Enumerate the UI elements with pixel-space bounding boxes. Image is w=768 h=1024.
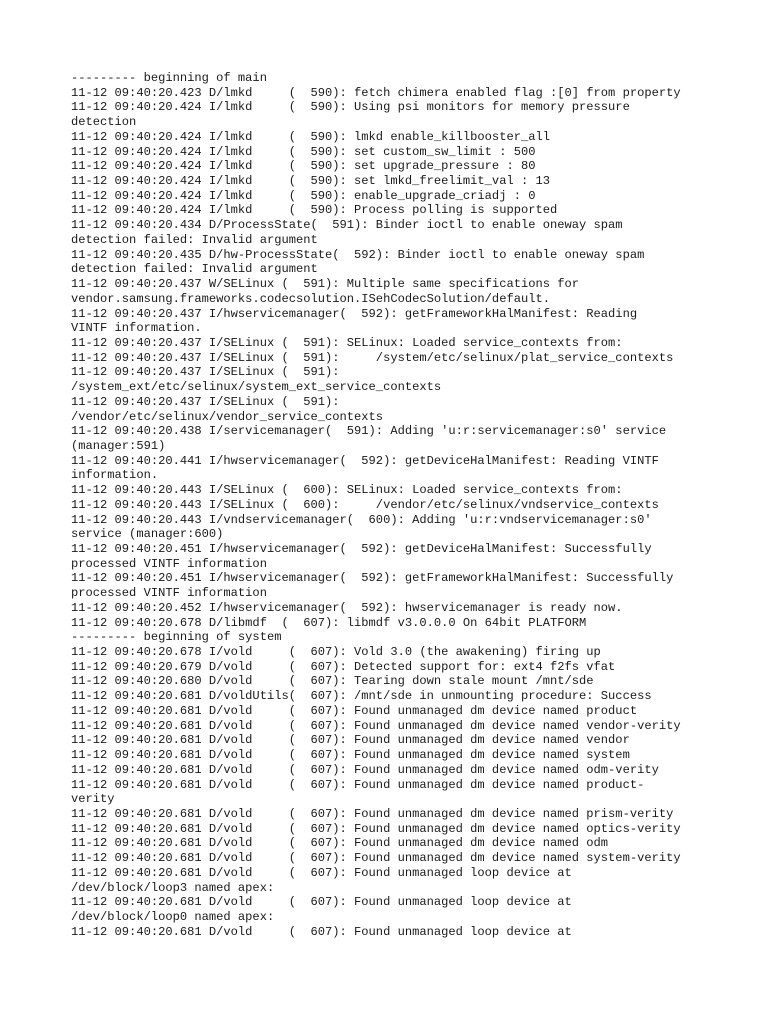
log-line: /dev/block/loop3 named apex: (71, 880, 275, 895)
log-line: 11-12 09:40:20.437 I/SELinux ( 591): /system/etc/selinux/plat_service_contexts (71, 350, 674, 365)
log-line: 11-12 09:40:20.681 D/vold ( 607): Found unmanaged dm device named system-verity (71, 851, 681, 866)
log-line: 11-12 09:40:20.679 D/vold ( 607): Detected support for: ext4 f2fs vfat (71, 659, 616, 674)
log-line: 11-12 09:40:20.681 D/vold ( 607): Found unmanaged dm device named product (71, 703, 638, 718)
log-line: 11-12 09:40:20.437 I/SELinux ( 591): (71, 394, 340, 409)
log-line: 11-12 09:40:20.681 D/vold ( 607): Found unmanaged dm device named vendor (71, 733, 630, 748)
log-line: /system_ext/etc/selinux/system_ext_service_contexts (71, 380, 442, 395)
log-document (71, 71, 711, 939)
log-line: (manager:591) (71, 438, 166, 453)
log-line: verity (71, 792, 115, 807)
log-line: 11-12 09:40:20.680 D/vold ( 607): Tearing down stale mount /mnt/sde (71, 674, 594, 689)
log-line: 11-12 09:40:20.435 D/hw-ProcessState( 592): Binder ioctl to enable oneway spam (71, 247, 645, 262)
log-line: 11-12 09:40:20.437 I/SELinux ( 591): (71, 365, 340, 380)
log-line: 11-12 09:40:20.681 D/vold ( 607): Found unmanaged dm device named odm (71, 836, 609, 851)
log-line: information. (71, 468, 159, 483)
log-line: 11-12 09:40:20.681 D/vold ( 607): Found unmanaged loop device at (71, 924, 572, 939)
log-line: VINTF information. (71, 321, 202, 336)
log-line: 11-12 09:40:20.452 I/hwservicemanager( 592): hwservicemanager is ready now. (71, 600, 623, 615)
log-line: 11-12 09:40:20.681 D/vold ( 607): Found unmanaged loop device at (71, 865, 572, 880)
log-line: 11-12 09:40:20.681 D/vold ( 607): Found unmanaged dm device named product- (71, 777, 645, 792)
log-line: /vendor/etc/selinux/vendor_service_contexts (71, 409, 384, 424)
log-line: detection failed: Invalid argument (71, 232, 318, 247)
log-line: 11-12 09:40:20.438 I/servicemanager( 591): Adding 'u:r:servicemanager:s0' service (71, 424, 667, 439)
log-line: 11-12 09:40:20.424 I/lmkd ( 590): Process polling is supported (71, 203, 558, 218)
log-line: /dev/block/loop0 named apex: (71, 909, 275, 924)
log-line: processed VINTF information (71, 556, 267, 571)
log-line: 11-12 09:40:20.443 I/SELinux ( 600): SELinux: Loaded service_contexts from: (71, 483, 623, 498)
log-line: 11-12 09:40:20.437 I/hwservicemanager( 592): getFrameworkHalManifest: Reading (71, 306, 638, 321)
log-line: service (manager:600) (71, 527, 224, 542)
log-line: 11-12 09:40:20.434 D/ProcessState( 591): Binder ioctl to enable oneway spam (71, 218, 623, 233)
log-line: 11-12 09:40:20.423 D/lmkd ( 590): fetch chimera enabled flag :[0] from property (71, 85, 681, 100)
log-line: 11-12 09:40:20.681 D/vold ( 607): Found unmanaged dm device named vendor-verity (71, 718, 681, 733)
log-line: detection (71, 115, 137, 130)
log-line: processed VINTF information (71, 586, 267, 601)
log-line: 11-12 09:40:20.437 I/SELinux ( 591): SELinux: Loaded service_contexts from: (71, 335, 623, 350)
log-line: 11-12 09:40:20.424 I/lmkd ( 590): Using psi monitors for memory pressure (71, 100, 630, 115)
log-line: vendor.samsung.frameworks.codecsolution.ISehCodecSolution/default. (71, 291, 550, 306)
log-line: 11-12 09:40:20.443 I/SELinux ( 600): /vendor/etc/selinux/vndservice_contexts (71, 497, 659, 512)
log-line: 11-12 09:40:20.441 I/hwservicemanager( 592): getDeviceHalManifest: Reading VINTF (71, 453, 659, 468)
log-line: 11-12 09:40:20.443 I/vndservicemanager( 600): Adding 'u:r:vndservicemanager:s0' (71, 512, 652, 527)
log-line: --------- beginning of main (71, 71, 267, 85)
log-line: 11-12 09:40:20.424 I/lmkd ( 590): lmkd enable_killbooster_all (71, 129, 550, 144)
log-line: 11-12 09:40:20.451 I/hwservicemanager( 592): getFrameworkHalManifest: Successfully (71, 571, 674, 586)
log-line: 11-12 09:40:20.681 D/vold ( 607): Found unmanaged loop device at (71, 895, 572, 910)
log-line: 11-12 09:40:20.678 I/vold ( 607): Vold 3.0 (the awakening) firing up (71, 645, 601, 660)
log-line: detection failed: Invalid argument (71, 262, 318, 277)
log-line: 11-12 09:40:20.681 D/vold ( 607): Found unmanaged dm device named odm-verity (71, 762, 659, 777)
log-line: 11-12 09:40:20.681 D/vold ( 607): Found unmanaged dm device named optics-verity (71, 821, 681, 836)
log-line: 11-12 09:40:20.424 I/lmkd ( 590): set lmkd_freelimit_val : 13 (71, 174, 550, 189)
log-line: 11-12 09:40:20.681 D/vold ( 607): Found unmanaged dm device named prism-verity (71, 806, 674, 821)
log-line: 11-12 09:40:20.437 W/SELinux ( 591): Multiple same specifications for (71, 277, 580, 292)
log-line: 11-12 09:40:20.678 D/libmdf ( 607): libmdf v3.0.0.0 On 64bit PLATFORM (71, 615, 587, 630)
log-line: 11-12 09:40:20.451 I/hwservicemanager( 592): getDeviceHalManifest: Successfully (71, 542, 652, 556)
log-line: 11-12 09:40:20.424 I/lmkd ( 590): enable_upgrade_criadj : 0 (71, 188, 536, 203)
log-line: 11-12 09:40:20.681 D/voldUtils( 607): /mnt/sde in unmounting procedure: Success (71, 689, 652, 704)
log-line: 11-12 09:40:20.681 D/vold ( 607): Found unmanaged dm device named system (71, 748, 630, 763)
log-line: 11-12 09:40:20.424 I/lmkd ( 590): set upgrade_pressure : 80 (71, 159, 536, 174)
log-line: 11-12 09:40:20.424 I/lmkd ( 590): set custom_sw_limit : 500 (71, 144, 536, 159)
log-line: --------- beginning of system (71, 630, 282, 645)
